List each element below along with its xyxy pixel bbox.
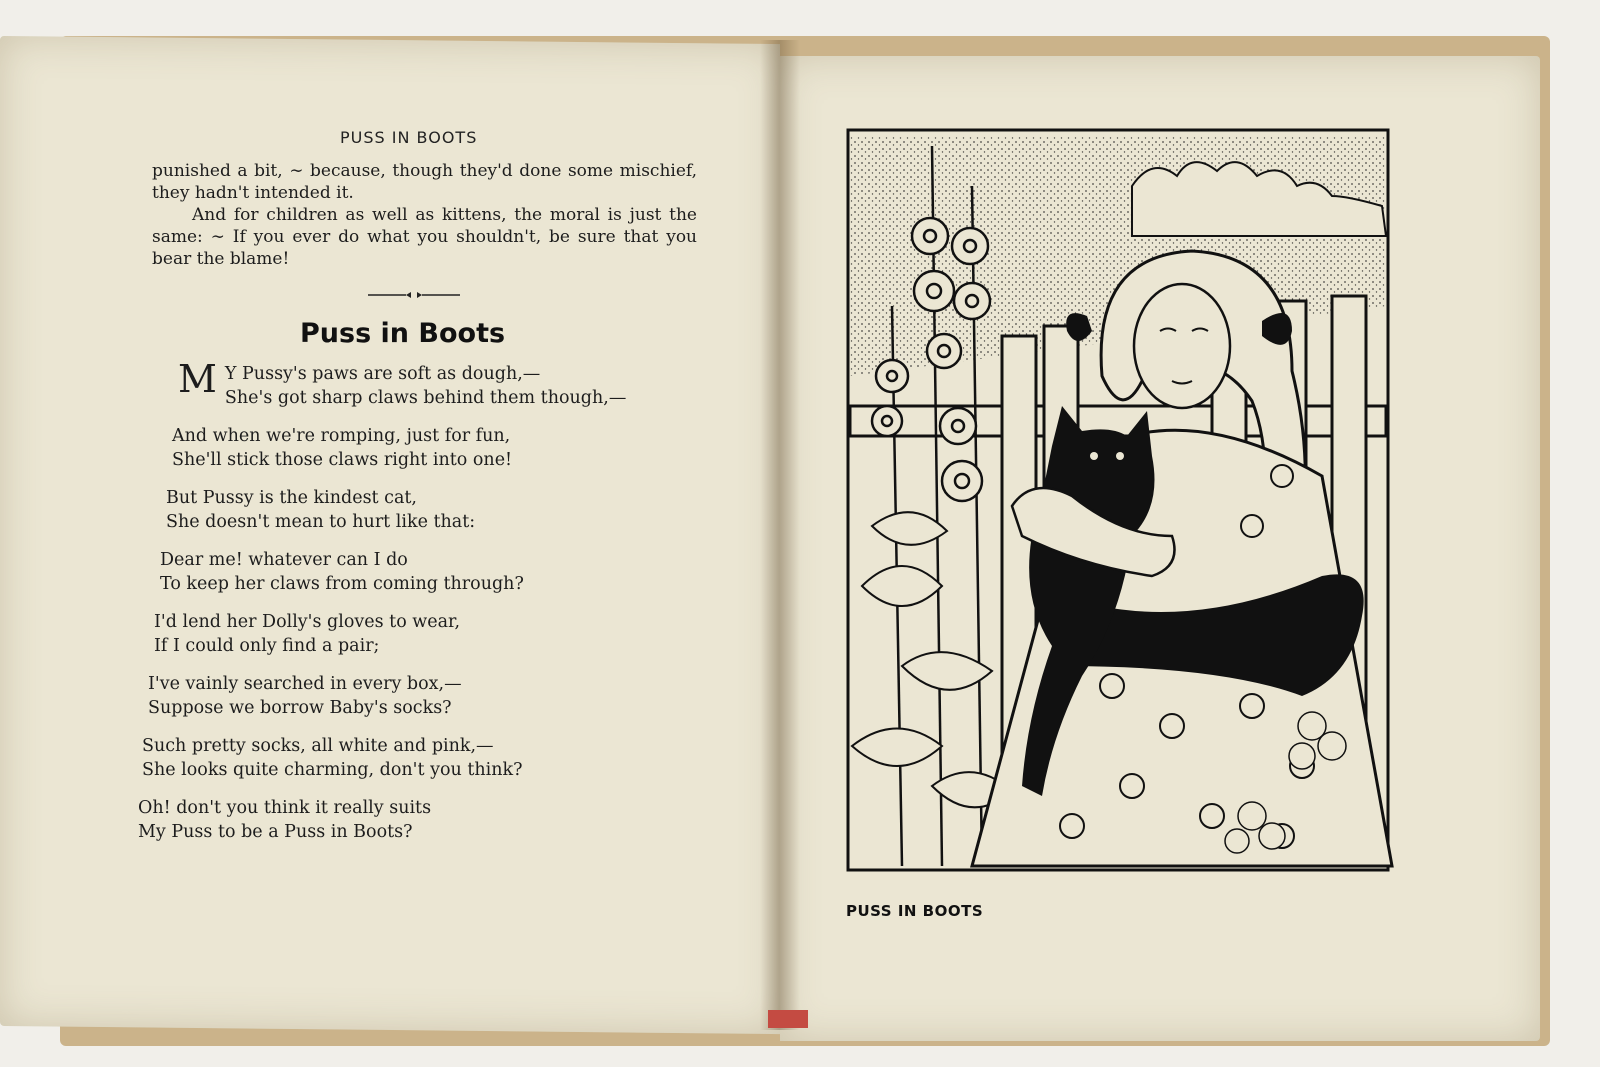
- stanza: [138, 610, 718, 658]
- stanza: [138, 796, 718, 844]
- section-ornament: [368, 290, 460, 300]
- poem-line: Y Pussy's paws are soft as dough,—: [224, 364, 541, 384]
- stanza: [138, 486, 718, 534]
- poem-line: I've vainly searched in every box,—: [148, 674, 462, 694]
- poem-line: But Pussy is the kindest cat,: [166, 488, 417, 508]
- poem-line: If I could only find a pair;: [154, 636, 380, 656]
- prose-paragraph: And for children as well as kittens, the moral is just the same: ∼ If you ever do what you shouldn't, be sure that you bear the blame!: [152, 205, 697, 269]
- poem-line: I'd lend her Dolly's gloves to wear,: [154, 612, 461, 632]
- prose-paragraph: punished a bit, ∼ because, though they'd done some mischief, they hadn't intended it.: [152, 161, 697, 203]
- poem-line: She looks quite charming, don't you think?: [142, 760, 523, 780]
- poem-line: My Puss to be a Puss in Boots?: [138, 822, 413, 842]
- poem-line: To keep her claws from coming through?: [160, 574, 524, 594]
- spine-binding: [768, 1010, 808, 1028]
- poem-line: She's got sharp claws behind them though,—: [224, 388, 627, 408]
- stanza: [138, 734, 718, 782]
- poem-line: Suppose we borrow Baby's socks?: [148, 698, 452, 718]
- book-gutter: [760, 40, 800, 1030]
- poem-line: And when we're romping, just for fun,: [172, 426, 511, 446]
- stanza: [138, 672, 718, 720]
- prose-text: [152, 160, 697, 270]
- poem-line: Oh! don't you think it really suits: [138, 798, 432, 818]
- illustration-caption: PUSS IN BOOTS: [846, 902, 984, 920]
- running-head: PUSS IN BOOTS: [340, 128, 478, 147]
- poem-title: Puss in Boots: [300, 318, 506, 349]
- poem-line: She doesn't mean to hurt like that:: [166, 512, 476, 532]
- drop-cap: M: [178, 357, 217, 401]
- stanza: [138, 357, 718, 410]
- stanza: [138, 424, 718, 472]
- poem-line: Such pretty socks, all white and pink,—: [142, 736, 494, 756]
- girl-holding-cat-illustration: [832, 126, 1430, 896]
- poem-line: Dear me! whatever can I do: [160, 550, 408, 570]
- stanza: [138, 548, 718, 596]
- poem: [138, 357, 718, 858]
- poem-line: She'll stick those claws right into one!: [172, 450, 513, 470]
